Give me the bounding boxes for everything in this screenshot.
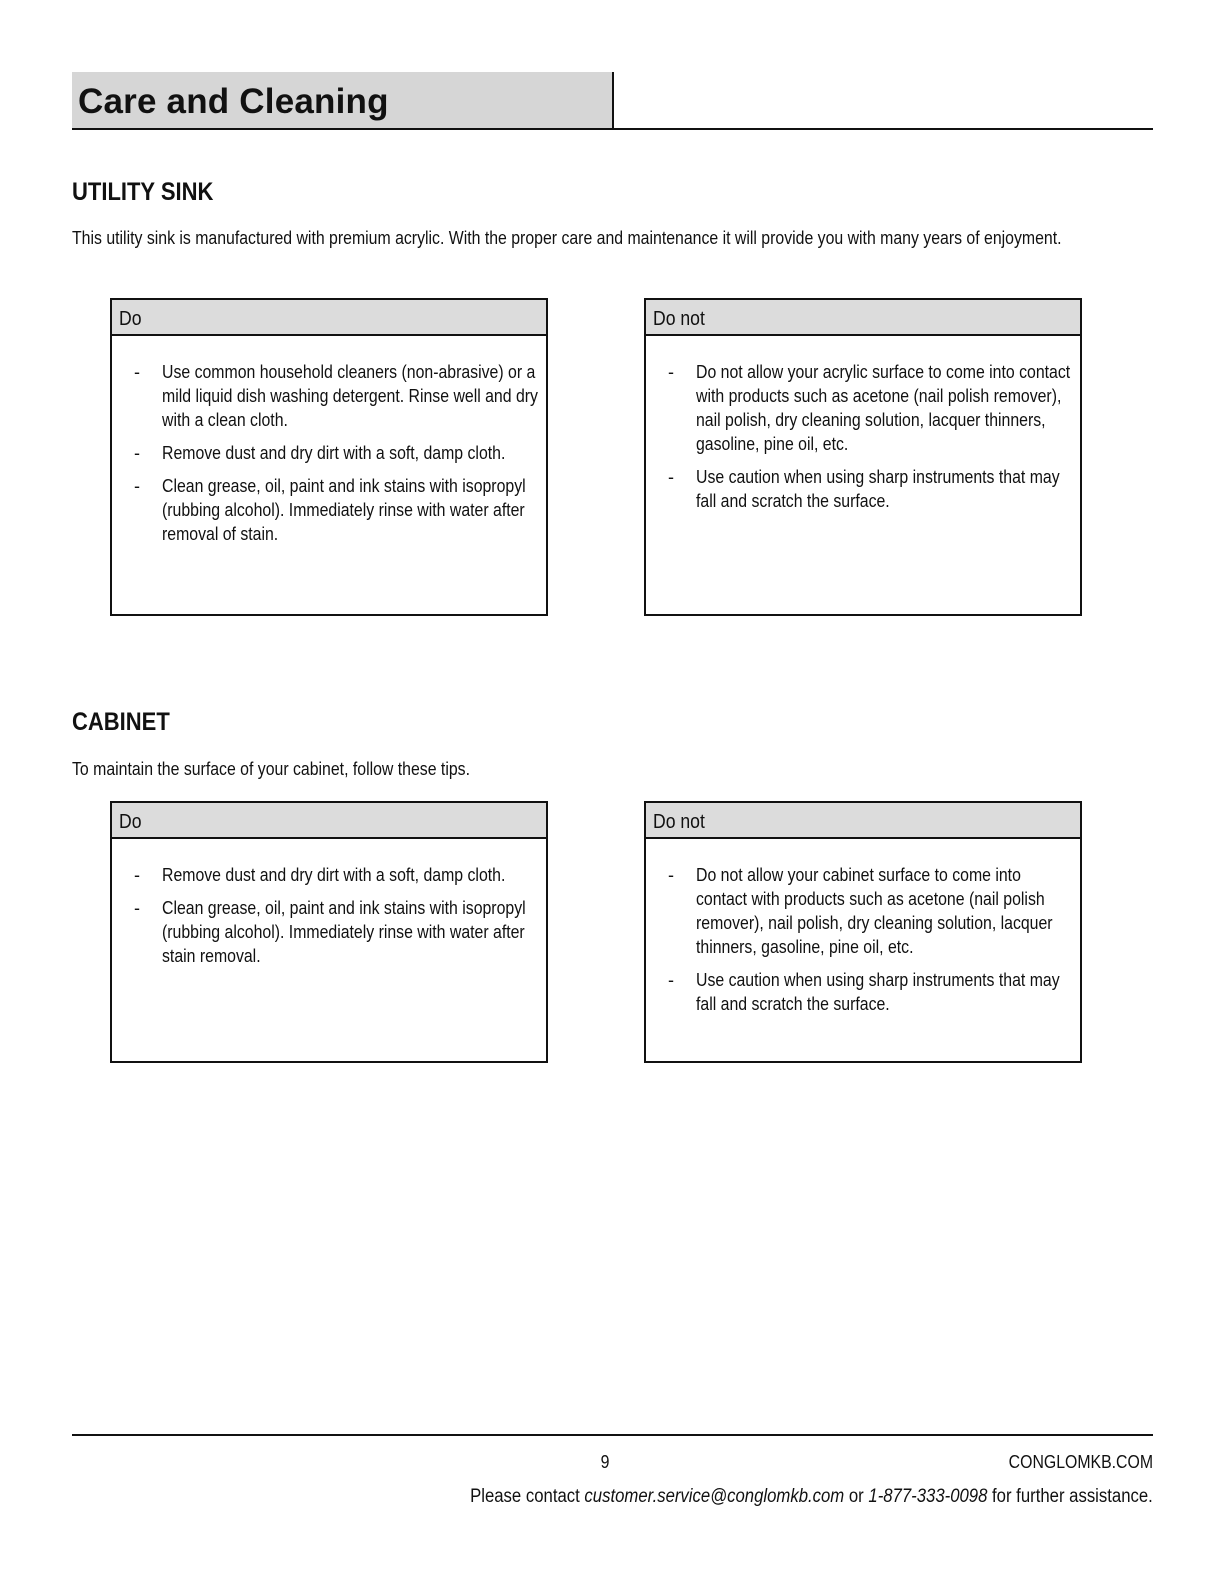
cabinet-do-not-box — [644, 801, 1082, 1063]
list-item-text: Do not allow your cabinet surface to come into contact with products such as acetone (nail polish remover), nail polish, dry cleaning solution, lacquer thinners, gasoline, pine oil, etc. — [696, 865, 1053, 957]
box-heading-label: Do not — [653, 811, 705, 833]
contact-prefix: Please contact — [470, 1486, 585, 1507]
page-number: 9 — [600, 1452, 610, 1472]
contact-email-link[interactable]: customer.service@conglomkb.com — [584, 1486, 845, 1507]
list-item-text: Clean grease, oil, paint and ink stains with isopropyl (rubbing alcohol). Immediately rinse with water after stain removal. — [162, 898, 526, 966]
list-item — [134, 360, 542, 432]
bullet-dash: - — [668, 362, 674, 382]
bullet-dash: - — [668, 865, 674, 885]
page-title: Care and Cleaning — [78, 82, 389, 121]
section-intro-cabinet: To maintain the surface of your cabinet, follow these tips. — [72, 759, 470, 779]
bullet-dash: - — [668, 970, 674, 990]
list-item — [134, 474, 542, 546]
section-title-cabinet: CABINET — [72, 708, 170, 736]
section-title-utility-sink: UTILITY SINK — [72, 178, 214, 206]
bullet-dash: - — [134, 362, 140, 382]
bullet-dash: - — [134, 865, 140, 885]
footer-divider — [72, 1434, 1153, 1436]
list-item-text: Do not allow your acrylic surface to come into contact with products such as acetone (nail polish remover), nail polish, dry cleaning solution, lacquer thinners, gasoline, pine oil, etc. — [696, 362, 1071, 454]
contact-phone-link[interactable]: 1-877-333-0098 — [868, 1486, 988, 1507]
list-item — [668, 360, 1076, 456]
do-list — [112, 839, 546, 968]
box-heading-label: Do — [119, 308, 142, 330]
footer-contact — [470, 1486, 1153, 1508]
do-not-list — [646, 839, 1080, 1016]
list-item-text: Remove dust and dry dirt with a soft, damp cloth. — [162, 443, 506, 463]
page-header — [72, 72, 1153, 130]
do-list — [112, 336, 546, 546]
do-not-list — [646, 336, 1080, 513]
utility-sink-do-box — [110, 298, 548, 616]
list-item — [134, 441, 542, 465]
list-item-text: Clean grease, oil, paint and ink stains with isopropyl (rubbing alcohol). Immediately rinse with water after removal of stain. — [162, 476, 526, 544]
box-heading — [112, 300, 546, 336]
bullet-dash: - — [668, 467, 674, 487]
bullet-dash: - — [134, 476, 140, 496]
bullet-dash: - — [134, 443, 140, 463]
contact-suffix: for further assistance. — [987, 1486, 1153, 1507]
list-item-text: Remove dust and dry dirt with a soft, damp cloth. — [162, 865, 506, 885]
cabinet-do-box — [110, 801, 548, 1063]
list-item — [668, 465, 1076, 513]
list-item — [134, 896, 542, 968]
bullet-dash: - — [134, 898, 140, 918]
box-heading — [646, 300, 1080, 336]
list-item-text: Use caution when using sharp instruments that may fall and scratch the surface. — [696, 467, 1060, 511]
list-item-text: Use common household cleaners (non-abrasive) or a mild liquid dish washing detergent. Rinse well and dry with a clean cloth. — [162, 362, 538, 430]
box-heading — [646, 803, 1080, 839]
utility-sink-do-not-box — [644, 298, 1082, 616]
list-item — [134, 863, 542, 887]
list-item — [668, 863, 1076, 959]
contact-mid: or — [844, 1486, 869, 1507]
list-item — [668, 968, 1076, 1016]
header-title-band — [72, 72, 614, 128]
footer-website[interactable]: CONGLOMKB.COM — [1008, 1452, 1153, 1472]
box-heading — [112, 803, 546, 839]
box-heading-label: Do not — [653, 308, 705, 330]
section-intro-utility-sink: This utility sink is manufactured with premium acrylic. With the proper care and maintenance it will provide you with many years of enjoyment. — [72, 228, 1062, 248]
box-heading-label: Do — [119, 811, 142, 833]
list-item-text: Use caution when using sharp instruments that may fall and scratch the surface. — [696, 970, 1060, 1014]
